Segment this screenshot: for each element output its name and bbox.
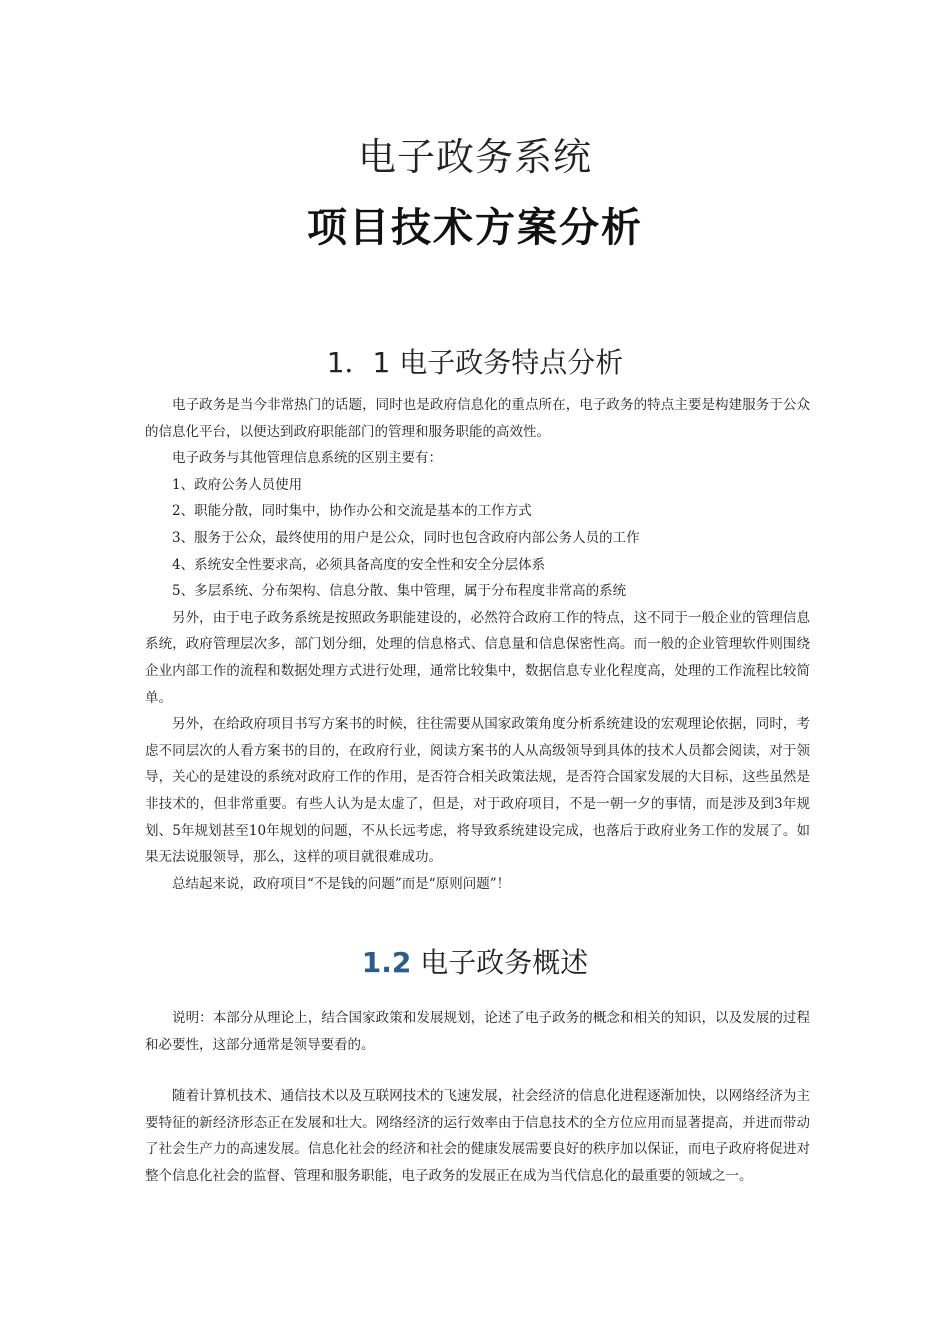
section-number: 1．1 bbox=[326, 346, 391, 379]
section-1-1-body bbox=[145, 392, 810, 897]
section-title: 电子政务特点分析 bbox=[399, 346, 624, 379]
paragraph: 另外，由于电子政务系统是按照政务职能建设的，必然符合政府工作的特点，这不同于一般企业的管理信息系统，政府管理层次多，部门划分细，处理的信息格式、信息量和信息保密性高。而一般的企业管理软件则围绕企业内部工作的流程和数据处理方式进行处理，通常比较集中，数据信息专业化程度高，处理的工作流程比较简单。 bbox=[145, 609, 810, 706]
section-number: 1.2 bbox=[361, 946, 412, 979]
paragraph: 另外，在给政府项目书写方案书的时候，往往需要从国家政策角度分析系统建设的宏观理论依据，同时，考虑不同层次的人看方案书的目的，在政府行业，阅读方案书的人从高级领导到具体的技术人员都会阅读，对于领导，关心的是建设的系统对政府工作的作用，是否符合相关政策法规，是否符合国家发展的大目标，这些虽然是非技术的，但非常重要。有些人认为是太虚了，但是，对于政府项目，不是一朝一夕的事情，而是涉及到3年规划、5年规划甚至10年规划的问题，不从长远考虑，将导致系统建设完成，也落后于政府业务工作的发展了。如果无法说服领导，那么，这样的项目就很难成功。 bbox=[145, 716, 810, 866]
section-heading-1-1 bbox=[0, 341, 950, 381]
document-title: 电子政务系统 bbox=[357, 135, 592, 179]
list-item: 2、职能分散，同时集中，协作办公和交流是基本的工作方式 bbox=[172, 503, 532, 520]
paragraph: 随着计算机技术、通信技术以及互联网技术的飞速发展，社会经济的信息化进程逐渐加快，以网络经济为主要特征的新经济形态正在发展和壮大。网络经济的运行效率由于信息技术的全方位应用而显著提高，并进而带动了社会生产力的高速发展。信息化社会的经济和社会的健康发展需要良好的秩序加以保证，而电子政府将促进对整个信息化社会的监督、管理和服务职能，电子政务的发展正在成为当代信息化的最重要的领域之一。 bbox=[145, 1088, 810, 1184]
paragraph: 说明：本部分从理论上，结合国家政策和发展规划，论述了电子政务的概念和相关的知识，以及发展的过程和必要性，这部分通常是领导要看的。 bbox=[145, 1010, 810, 1053]
paragraph: 电子政务与其他管理信息系统的区别主要有： bbox=[172, 450, 442, 467]
paragraph: 电子政务是当今非常热门的话题，同时也是政府信息化的重点所在，电子政务的特点主要是构建服务于公众的信息化平台，以便达到政府职能部门的管理和服务职能的高效性。 bbox=[145, 397, 810, 440]
list-item: 5、多层系统、分布架构、信息分散、集中管理，属于分布程度非常高的系统 bbox=[172, 583, 627, 600]
section-title: 电子政务概述 bbox=[420, 946, 589, 979]
paragraph: 总结起来说，政府项目“不是钱的问题”而是“原则问题”！ bbox=[172, 875, 511, 892]
section-heading-1-2 bbox=[0, 941, 950, 981]
list-item: 4、系统安全性要求高，必须具备高度的安全性和安全分层体系 bbox=[172, 556, 546, 573]
document-subtitle: 项目技术方案分析 bbox=[307, 205, 643, 251]
section-1-2-note bbox=[145, 1005, 810, 1058]
list-item: 1、政府公务人员使用 bbox=[172, 476, 303, 493]
section-1-2-body bbox=[145, 1083, 810, 1189]
list-item: 3、服务于公众，最终使用的用户是公众，同时也包含政府内部公务人员的工作 bbox=[172, 529, 640, 546]
